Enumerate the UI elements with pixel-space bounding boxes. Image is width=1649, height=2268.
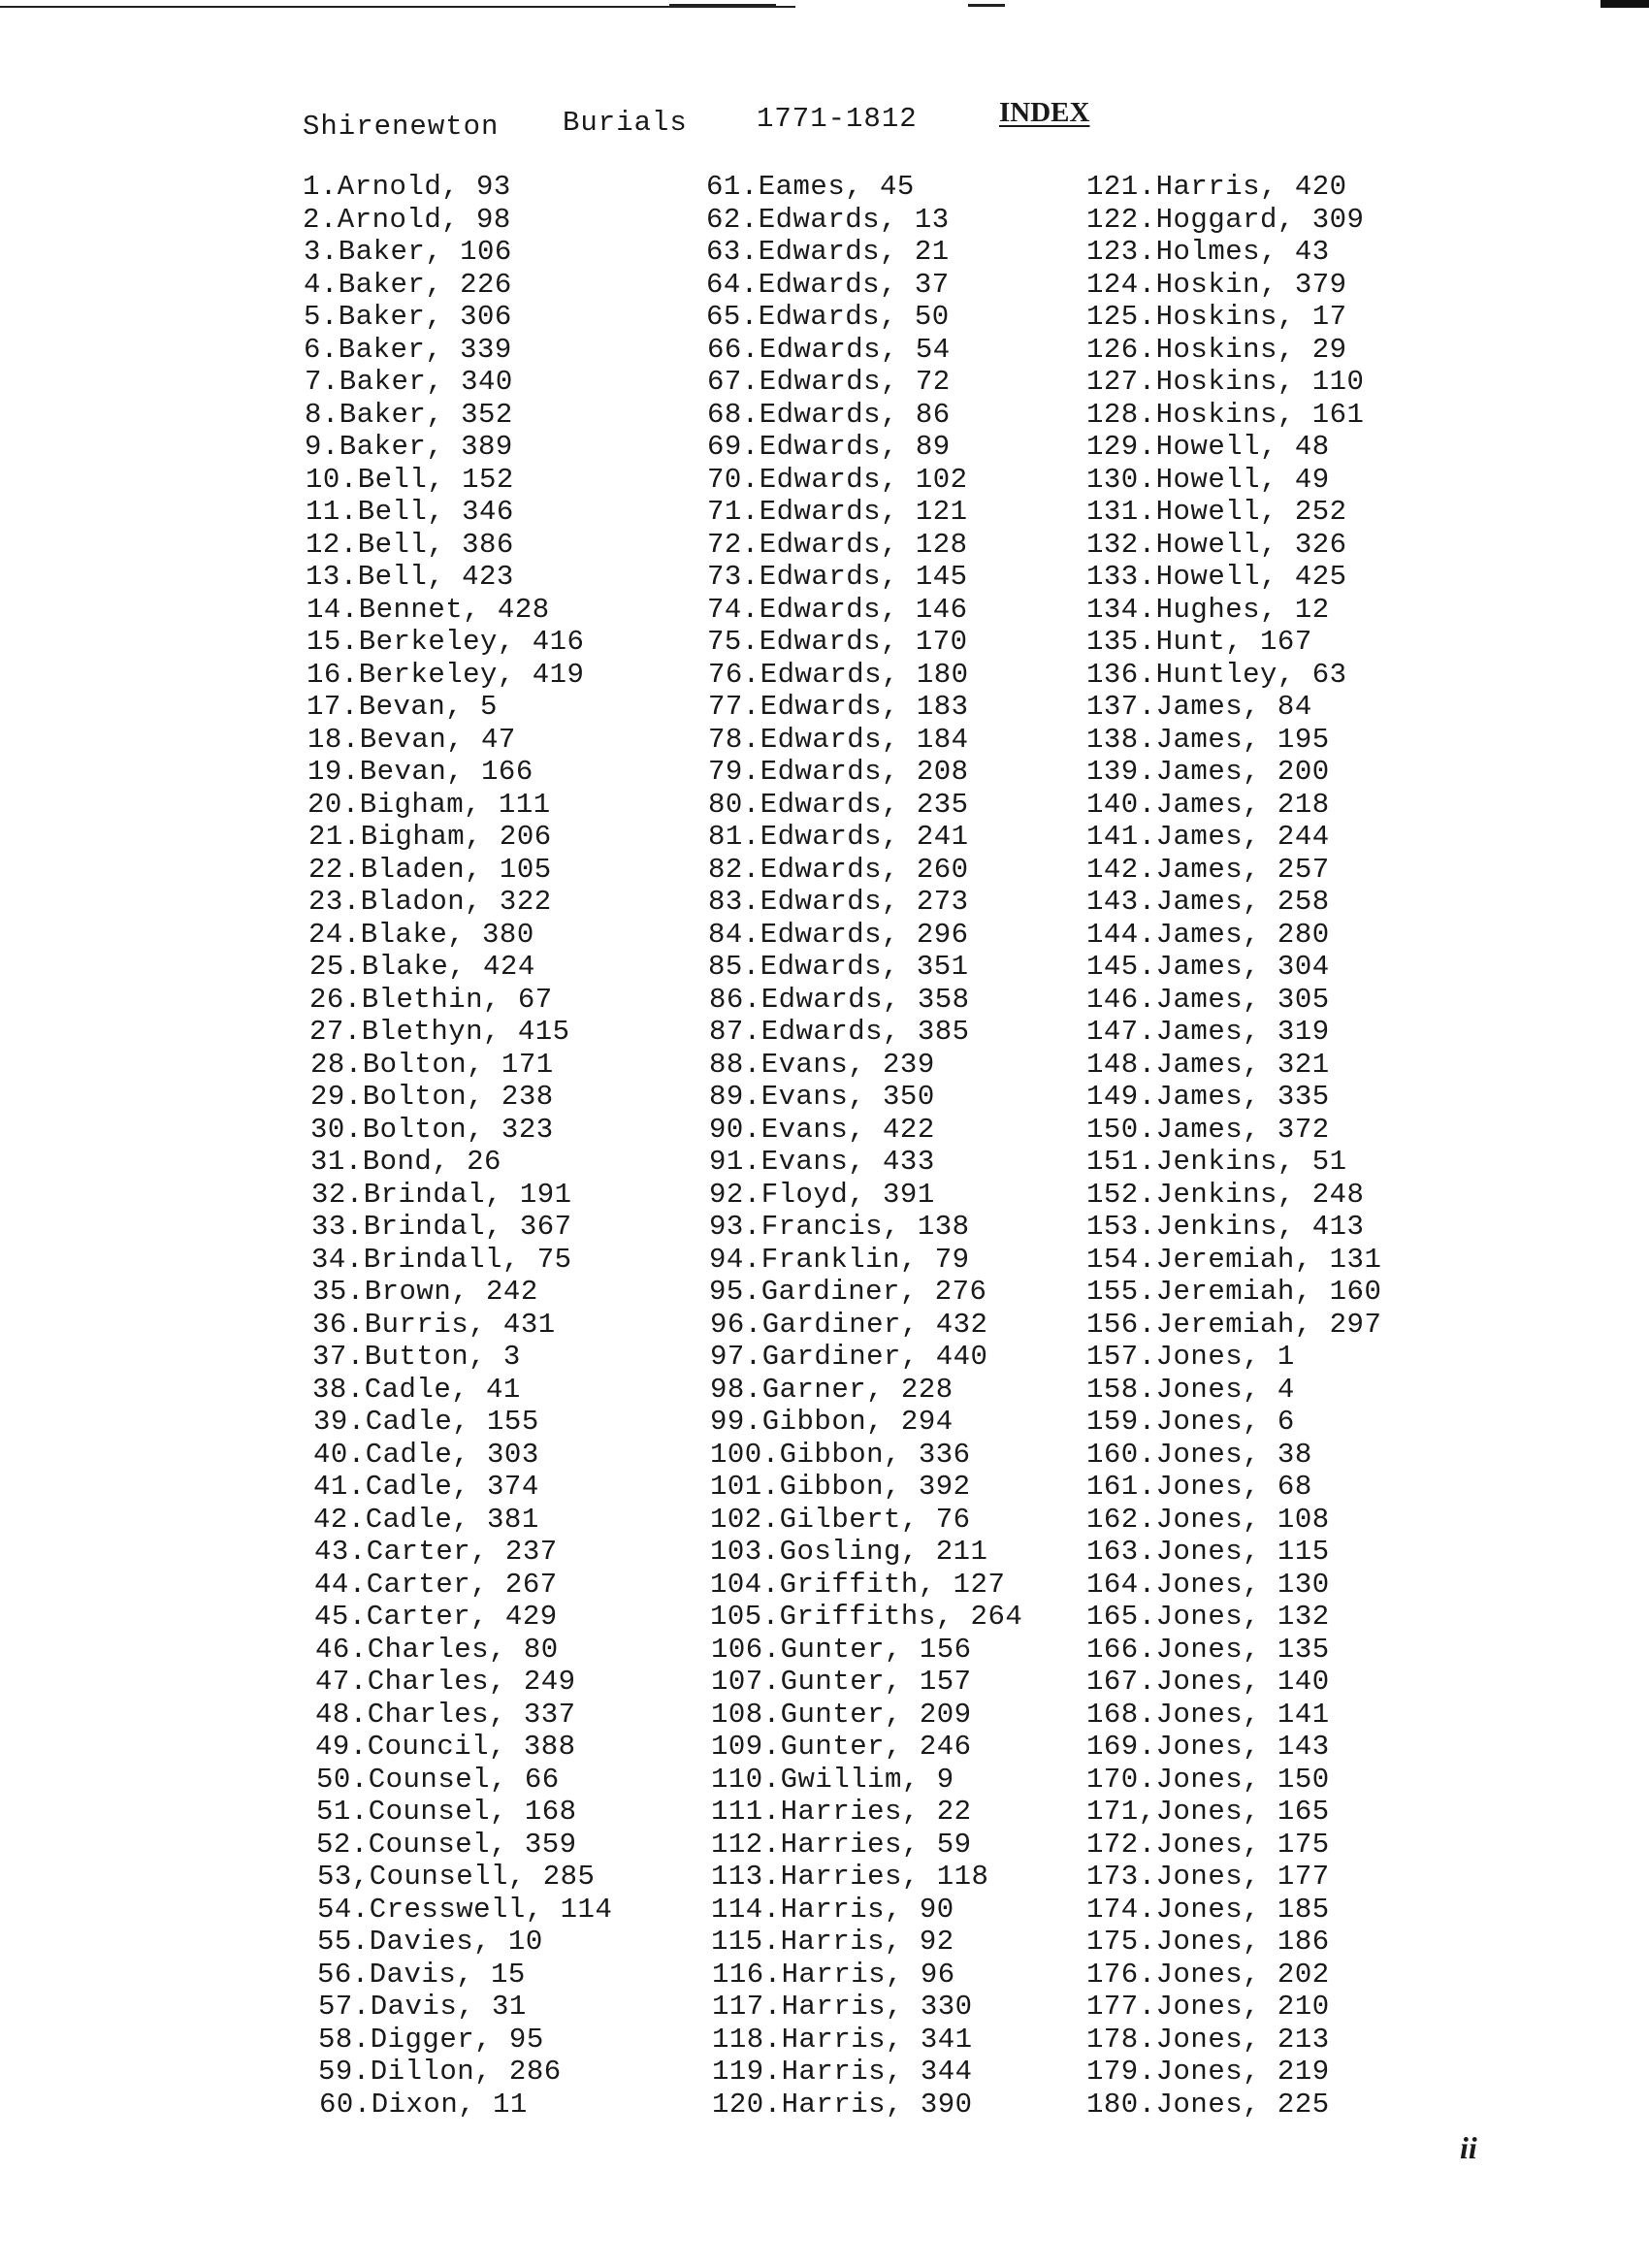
index-entry: 89.Evans, 350: [709, 1081, 935, 1113]
index-entry: 26.Blethin, 67: [309, 983, 553, 1016]
index-entry: 50.Counsel, 66: [316, 1763, 560, 1796]
page-title: INDEX: [999, 97, 1090, 128]
index-entry: 175.Jones, 186: [1086, 1926, 1330, 1958]
index-entry: 143.James, 258: [1086, 886, 1330, 918]
index-entry: 163.Jones, 115: [1086, 1536, 1330, 1568]
index-entry: 43.Carter, 237: [314, 1536, 558, 1568]
index-entry: 151.Jenkins, 51: [1086, 1146, 1347, 1178]
index-entry: 126.Hoskins, 29: [1086, 333, 1347, 366]
index-entry: 4.Baker, 226: [304, 268, 512, 301]
index-entry: 167.Jones, 140: [1086, 1666, 1330, 1698]
index-entry: 28.Bolton, 171: [310, 1048, 554, 1081]
index-entry: 95.Gardiner, 276: [709, 1276, 987, 1308]
index-entry: 139.James, 200: [1086, 756, 1330, 788]
index-entry: 159.Jones, 6: [1086, 1406, 1295, 1438]
index-entry: 179.Jones, 219: [1086, 2056, 1330, 2088]
index-column-1: [303, 171, 710, 2121]
index-entry: 78.Edwards, 184: [708, 723, 969, 756]
index-entry: 62.Edwards, 13: [706, 203, 950, 236]
index-entry: 154.Jeremiah, 131: [1086, 1243, 1382, 1276]
index-entry: 53,Counsell, 285: [317, 1861, 596, 1893]
index-entry: 55.Davies, 10: [317, 1926, 543, 1958]
index-entry: 121.Harris, 420: [1086, 171, 1347, 203]
index-entry: 107.Gunter, 157: [711, 1666, 972, 1698]
index-entry: 51.Counsel, 168: [316, 1796, 577, 1828]
index-entry: 145.James, 304: [1086, 951, 1330, 983]
index-entry: 59.Dillon, 286: [318, 2056, 562, 2088]
index-entry: 73.Edwards, 145: [707, 561, 968, 593]
index-entry: 7.Baker, 340: [305, 366, 513, 398]
index-entry: 5.Baker, 306: [304, 301, 512, 333]
index-entry: 125.Hoskins, 17: [1086, 301, 1347, 333]
index-entry: 124.Hoskin, 379: [1086, 268, 1347, 301]
index-entry: 35.Brown, 242: [312, 1276, 538, 1308]
index-entry: 153.Jenkins, 413: [1086, 1211, 1365, 1243]
index-entry: 79.Edwards, 208: [708, 756, 969, 788]
index-entry: 111.Harries, 22: [711, 1796, 972, 1828]
index-entry: 12.Bell, 386: [306, 528, 514, 561]
index-entry: 109.Gunter, 246: [711, 1731, 972, 1763]
top-rule-dash: [968, 4, 1005, 7]
index-entry: 40.Cadle, 303: [313, 1438, 539, 1471]
index-entry: 72.Edwards, 128: [707, 528, 968, 561]
index-entry: 119.Harris, 344: [712, 2056, 973, 2088]
index-entry: 157.Jones, 1: [1086, 1341, 1295, 1373]
index-entry: 65.Edwards, 50: [706, 301, 950, 333]
index-entry: 41.Cadle, 374: [313, 1471, 539, 1503]
index-entry: 80.Edwards, 235: [708, 788, 969, 821]
index-entry: 169.Jones, 143: [1086, 1731, 1330, 1763]
index-entry: 31.Bond, 26: [310, 1146, 501, 1178]
index-entry: 17.Bevan, 5: [307, 691, 498, 723]
record-type: Burials: [563, 107, 688, 139]
index-entry: 128.Hoskins, 161: [1086, 398, 1365, 431]
index-entry: 173.Jones, 177: [1086, 1861, 1330, 1893]
index-entry: 99.Gibbon, 294: [710, 1406, 954, 1438]
index-entry: 137.James, 84: [1086, 691, 1312, 723]
index-entry: 162.Jones, 108: [1086, 1503, 1330, 1536]
index-entry: 64.Edwards, 37: [706, 268, 950, 301]
index-entry: 118.Harris, 341: [712, 2023, 973, 2056]
index-entry: 39.Cadle, 155: [313, 1406, 539, 1438]
index-entry: 160.Jones, 38: [1086, 1438, 1312, 1471]
index-entry: 67.Edwards, 72: [707, 366, 951, 398]
page-header: [303, 97, 1176, 146]
index-entry: 3.Baker, 106: [304, 236, 512, 268]
index-entry: 49.Council, 388: [315, 1731, 576, 1763]
index-entry: 90.Evans, 422: [709, 1113, 935, 1146]
index-entry: 105.Griffiths, 264: [710, 1601, 1023, 1633]
index-entry: 52.Counsel, 359: [316, 1828, 577, 1861]
index-entry: 120.Harris, 390: [712, 2088, 973, 2121]
index-entry: 6.Baker, 339: [304, 333, 512, 366]
index-entry: 19.Bevan, 166: [307, 756, 534, 788]
index-entry: 161.Jones, 68: [1086, 1471, 1312, 1503]
index-entry: 16.Berkeley, 419: [307, 658, 585, 691]
index-entry: 71.Edwards, 121: [707, 496, 968, 528]
index-entry: 84.Edwards, 296: [708, 918, 969, 951]
index-entry: 56.Davis, 15: [317, 1958, 526, 1991]
index-entry: 104.Griffith, 127: [710, 1568, 1006, 1601]
index-entry: 116.Harris, 96: [712, 1958, 955, 1991]
index-entry: 15.Berkeley, 416: [307, 626, 585, 658]
index-entry: 176.Jones, 202: [1086, 1958, 1330, 1991]
index-entry: 152.Jenkins, 248: [1086, 1178, 1365, 1211]
index-entry: 117.Harris, 330: [712, 1991, 973, 2023]
index-entry: 135.Hunt, 167: [1086, 626, 1312, 658]
index-entry: 147.James, 319: [1086, 1016, 1330, 1048]
index-entry: 61.Eames, 45: [706, 171, 915, 203]
index-entry: 22.Bladen, 105: [308, 853, 552, 886]
index-entry: 123.Holmes, 43: [1086, 236, 1330, 268]
index-entry: 47.Charles, 249: [315, 1666, 576, 1698]
index-entry: 158.Jones, 4: [1086, 1373, 1295, 1406]
index-entry: 131.Howell, 252: [1086, 496, 1347, 528]
index-entry: 166.Jones, 135: [1086, 1633, 1330, 1666]
index-entry: 23.Bladon, 322: [308, 886, 552, 918]
index-entry: 75.Edwards, 170: [707, 626, 968, 658]
date-range: 1771-1812: [757, 103, 918, 135]
index-entry: 9.Baker, 389: [305, 431, 513, 463]
index-entry: 24.Blake, 380: [308, 918, 534, 951]
index-column-3: [1086, 171, 1494, 2121]
index-entry: 156.Jeremiah, 297: [1086, 1308, 1382, 1341]
index-entry: 30.Bolton, 323: [310, 1113, 554, 1146]
index-entry: 25.Blake, 424: [309, 951, 535, 983]
index-entry: 32.Brindal, 191: [311, 1178, 572, 1211]
index-entry: 140.James, 218: [1086, 788, 1330, 821]
index-entry: 178.Jones, 213: [1086, 2023, 1330, 2056]
parish-name: Shirenewton: [303, 111, 500, 143]
index-entry: 165.Jones, 132: [1086, 1601, 1330, 1633]
index-entry: 42.Cadle, 381: [313, 1503, 539, 1536]
index-entry: 138.James, 195: [1086, 723, 1330, 756]
index-entry: 34.Brindall, 75: [311, 1243, 572, 1276]
index-entry: 21.Bigham, 206: [308, 821, 552, 853]
index-entry: 60.Dixon, 11: [319, 2088, 528, 2121]
index-entry: 91.Evans, 433: [709, 1146, 935, 1178]
index-entry: 102.Gilbert, 76: [710, 1503, 971, 1536]
index-entry: 150.James, 372: [1086, 1113, 1330, 1146]
index-entry: 36.Burris, 431: [312, 1308, 556, 1341]
index-entry: 171,Jones, 165: [1086, 1796, 1330, 1828]
index-entry: 57.Davis, 31: [318, 1991, 527, 2023]
index-entry: 33.Brindal, 367: [311, 1211, 572, 1243]
index-entry: 29.Bolton, 238: [310, 1081, 554, 1113]
index-entry: 70.Edwards, 102: [707, 463, 968, 496]
index-entry: 20.Bigham, 111: [307, 788, 551, 821]
index-entry: 76.Edwards, 180: [708, 658, 969, 691]
corner-mark: [1600, 0, 1649, 8]
index-entry: 130.Howell, 49: [1086, 463, 1330, 496]
index-entry: 8.Baker, 352: [305, 398, 513, 431]
index-entry: 110.Gwillim, 9: [711, 1763, 954, 1796]
index-entry: 14.Bennet, 428: [307, 593, 550, 626]
index-entry: 63.Edwards, 21: [706, 236, 950, 268]
index-entry: 66.Edwards, 54: [707, 333, 951, 366]
index-entry: 96.Gardiner, 432: [710, 1308, 988, 1341]
index-entry: 129.Howell, 48: [1086, 431, 1330, 463]
index-entry: 113.Harries, 118: [711, 1861, 989, 1893]
index-entry: 180.Jones, 225: [1086, 2088, 1330, 2121]
index-entry: 112.Harries, 59: [711, 1828, 972, 1861]
top-rule-dash: [669, 4, 776, 7]
index-entry: 11.Bell, 346: [306, 496, 514, 528]
index-entry: 136.Huntley, 63: [1086, 658, 1347, 691]
index-entry: 83.Edwards, 273: [708, 886, 969, 918]
index-entry: 54.Cresswell, 114: [317, 1893, 613, 1926]
index-entry: 174.Jones, 185: [1086, 1893, 1330, 1926]
index-entry: 92.Floyd, 391: [709, 1178, 935, 1211]
index-entry: 94.Franklin, 79: [709, 1243, 970, 1276]
index-entry: 172.Jones, 175: [1086, 1828, 1330, 1861]
index-entry: 48.Charles, 337: [315, 1698, 576, 1731]
index-entry: 68.Edwards, 86: [707, 398, 951, 431]
index-entry: 106.Gunter, 156: [711, 1633, 972, 1666]
index-entry: 27.Blethyn, 415: [309, 1016, 570, 1048]
index-entry: 44.Carter, 267: [314, 1568, 558, 1601]
index-entry: 77.Edwards, 183: [708, 691, 969, 723]
index-entry: 127.Hoskins, 110: [1086, 366, 1365, 398]
index-entry: 2.Arnold, 98: [303, 203, 511, 236]
index-entry: 146.James, 305: [1086, 983, 1330, 1016]
index-entry: 87.Edwards, 385: [709, 1016, 970, 1048]
index-entry: 115.Harris, 92: [711, 1926, 954, 1958]
index-entry: 13.Bell, 423: [306, 561, 514, 593]
index-entry: 134.Hughes, 12: [1086, 593, 1330, 626]
index-entry: 88.Evans, 239: [709, 1048, 935, 1081]
index-entry: 168.Jones, 141: [1086, 1698, 1330, 1731]
index-entry: 133.Howell, 425: [1086, 561, 1347, 593]
index-entry: 100.Gibbon, 336: [710, 1438, 971, 1471]
index-entry: 142.James, 257: [1086, 853, 1330, 886]
index-entry: 114.Harris, 90: [711, 1893, 954, 1926]
index-entry: 69.Edwards, 89: [707, 431, 951, 463]
index-entry: 46.Charles, 80: [315, 1633, 559, 1666]
index-entry: 101.Gibbon, 392: [710, 1471, 971, 1503]
index-entry: 93.Francis, 138: [709, 1211, 970, 1243]
page-number: ii: [1460, 2130, 1477, 2165]
index-entry: 170.Jones, 150: [1086, 1763, 1330, 1796]
index-entry: 177.Jones, 210: [1086, 1991, 1330, 2023]
index-entry: 97.Gardiner, 440: [710, 1341, 988, 1373]
index-column-2: [706, 171, 1114, 2121]
index-entry: 18.Bevan, 47: [307, 723, 516, 756]
index-entry: 74.Edwards, 146: [707, 593, 968, 626]
index-entry: 98.Garner, 228: [710, 1373, 954, 1406]
index-entry: 82.Edwards, 260: [708, 853, 969, 886]
index-entry: 103.Gosling, 211: [710, 1536, 988, 1568]
index-entry: 132.Howell, 326: [1086, 528, 1347, 561]
index-entry: 86.Edwards, 358: [709, 983, 970, 1016]
index-entry: 122.Hoggard, 309: [1086, 203, 1365, 236]
index-entry: 45.Carter, 429: [314, 1601, 558, 1633]
index-entry: 10.Bell, 152: [306, 463, 514, 496]
index-entry: 38.Cadle, 41: [312, 1373, 521, 1406]
index-entry: 144.James, 280: [1086, 918, 1330, 951]
index-entry: 155.Jeremiah, 160: [1086, 1276, 1382, 1308]
index-entry: 108.Gunter, 209: [711, 1698, 972, 1731]
index-entry: 1.Arnold, 93: [303, 171, 511, 203]
index-entry: 164.Jones, 130: [1086, 1568, 1330, 1601]
index-entry: 148.James, 321: [1086, 1048, 1330, 1081]
index-entry: 149.James, 335: [1086, 1081, 1330, 1113]
index-entry: 85.Edwards, 351: [708, 951, 969, 983]
index-entry: 81.Edwards, 241: [708, 821, 969, 853]
index-entry: 141.James, 244: [1086, 821, 1330, 853]
index-entry: 58.Digger, 95: [318, 2023, 544, 2056]
index-entry: 37.Button, 3: [312, 1341, 521, 1373]
